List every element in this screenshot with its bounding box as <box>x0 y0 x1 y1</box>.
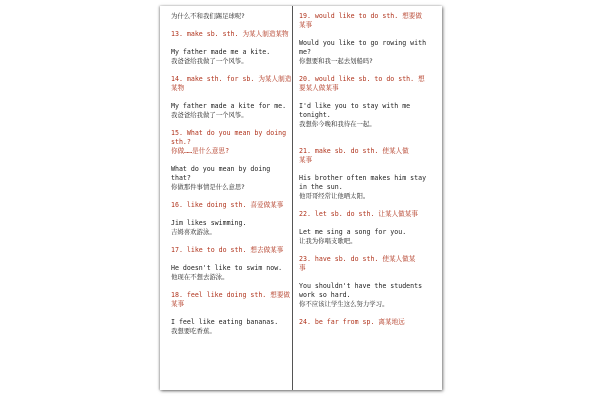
spacer <box>299 30 442 39</box>
spacer <box>171 120 293 129</box>
example-english: tonight. <box>299 111 331 119</box>
example-chinese: 你想要和我一起去划船吗? <box>299 57 373 65</box>
spacer <box>299 246 442 255</box>
spacer <box>171 309 293 318</box>
phrase-heading: 某物 <box>171 84 185 92</box>
phrase-heading: 19. would like to do sth. 想要做 <box>299 12 422 20</box>
example-english: me? <box>299 48 311 56</box>
left-column <box>160 6 293 390</box>
example-english: My father made me a kite. <box>171 48 271 56</box>
example-english: Let me sing a song for you. <box>299 228 407 236</box>
example-english: Would you like to go rowing with <box>299 39 427 47</box>
example-english: My father made a kite for me. <box>171 102 287 110</box>
example-english: I'd like you to stay with me <box>299 102 411 110</box>
spacer <box>299 129 442 138</box>
spacer <box>299 309 442 318</box>
spacer <box>171 210 293 219</box>
example-chinese: 我想你今晚和我待在一起。 <box>299 120 376 128</box>
example-english: I feel like eating bananas. <box>171 318 279 326</box>
phrase-heading: 某事 <box>299 156 313 164</box>
phrase-heading: 14. make sth. for sb. 为某人制造 <box>171 75 292 83</box>
spacer <box>171 156 293 165</box>
phrase-heading: 23. have sb. do sth. 使某人做某 <box>299 255 416 263</box>
spacer <box>171 255 293 264</box>
phrase-heading: 20. would like sb. to do sth. 想 <box>299 75 425 83</box>
spacer <box>171 66 293 75</box>
example-chinese: 我想要吃香蕉。 <box>171 327 216 335</box>
phrase-heading: 你做……是什么意思? <box>171 147 230 155</box>
spacer <box>171 192 293 201</box>
spacer <box>299 165 442 174</box>
spacer <box>299 93 442 102</box>
spacer <box>171 282 293 291</box>
spacer <box>299 66 442 75</box>
example-chinese: 吉姆喜欢游泳。 <box>171 228 216 236</box>
phrase-heading: 15. What do you mean by doing sth.? <box>171 129 287 146</box>
phrase-heading: 事 <box>299 264 306 272</box>
example-chinese: 你做那件事情是什么意思? <box>171 183 245 191</box>
phrase-heading: 16. like doing sth. 喜爱做某事 <box>171 201 284 209</box>
right-column <box>293 6 442 390</box>
example-english: Jim likes swimming. <box>171 219 247 227</box>
phrase-heading: 要某人做某事 <box>299 84 339 92</box>
example-chinese: 我爸爸给我做了一个风筝。 <box>171 111 248 119</box>
example-chinese: 你不应该让学生这么努力学习。 <box>299 300 389 308</box>
phrase-heading: 22. let sb. do sth. 让某人做某事 <box>299 210 418 218</box>
example-english: You shouldn't have the students <box>299 282 423 290</box>
spacer <box>299 138 442 147</box>
phrase-heading: 17. like to do sth. 想去做某事 <box>171 246 284 254</box>
phrase-heading: 13. make sb. sth. 为某人制造某物 <box>171 30 289 38</box>
phrase-heading: 18. feel like doing sth. 想要做 <box>171 291 291 299</box>
example-chinese: 他现在不想去游泳。 <box>171 273 229 281</box>
example-english: His brother often makes him stay <box>299 174 427 182</box>
example-english: He doesn't like to swim now. <box>171 264 283 272</box>
example-chinese: 他哥哥经常让他晒太阳。 <box>299 192 370 200</box>
spacer <box>171 93 293 102</box>
spacer <box>299 201 442 210</box>
spacer <box>299 219 442 228</box>
example-english: What do you mean by doing that? <box>171 165 271 182</box>
spacer <box>171 39 293 48</box>
example-english: work so hard. <box>299 291 351 299</box>
spacer <box>171 237 293 246</box>
example-english: in the sun. <box>299 183 343 191</box>
spacer <box>299 273 442 282</box>
example-chinese: 我爸爸给我做了一个风筝。 <box>171 57 248 65</box>
phrase-heading: 21. make sb. do sth. 使某人做 <box>299 147 409 155</box>
spacer <box>171 21 293 30</box>
phrase-heading: 某事 <box>299 21 313 29</box>
document-page <box>160 6 442 390</box>
example-chinese: 让我为你唱支歌吧。 <box>299 237 357 245</box>
example-chinese: 为什么不和我们踢足球呢? <box>171 12 245 20</box>
phrase-heading: 24. be far from sp. 离某地远 <box>299 318 405 326</box>
phrase-heading: 某事 <box>171 300 185 308</box>
